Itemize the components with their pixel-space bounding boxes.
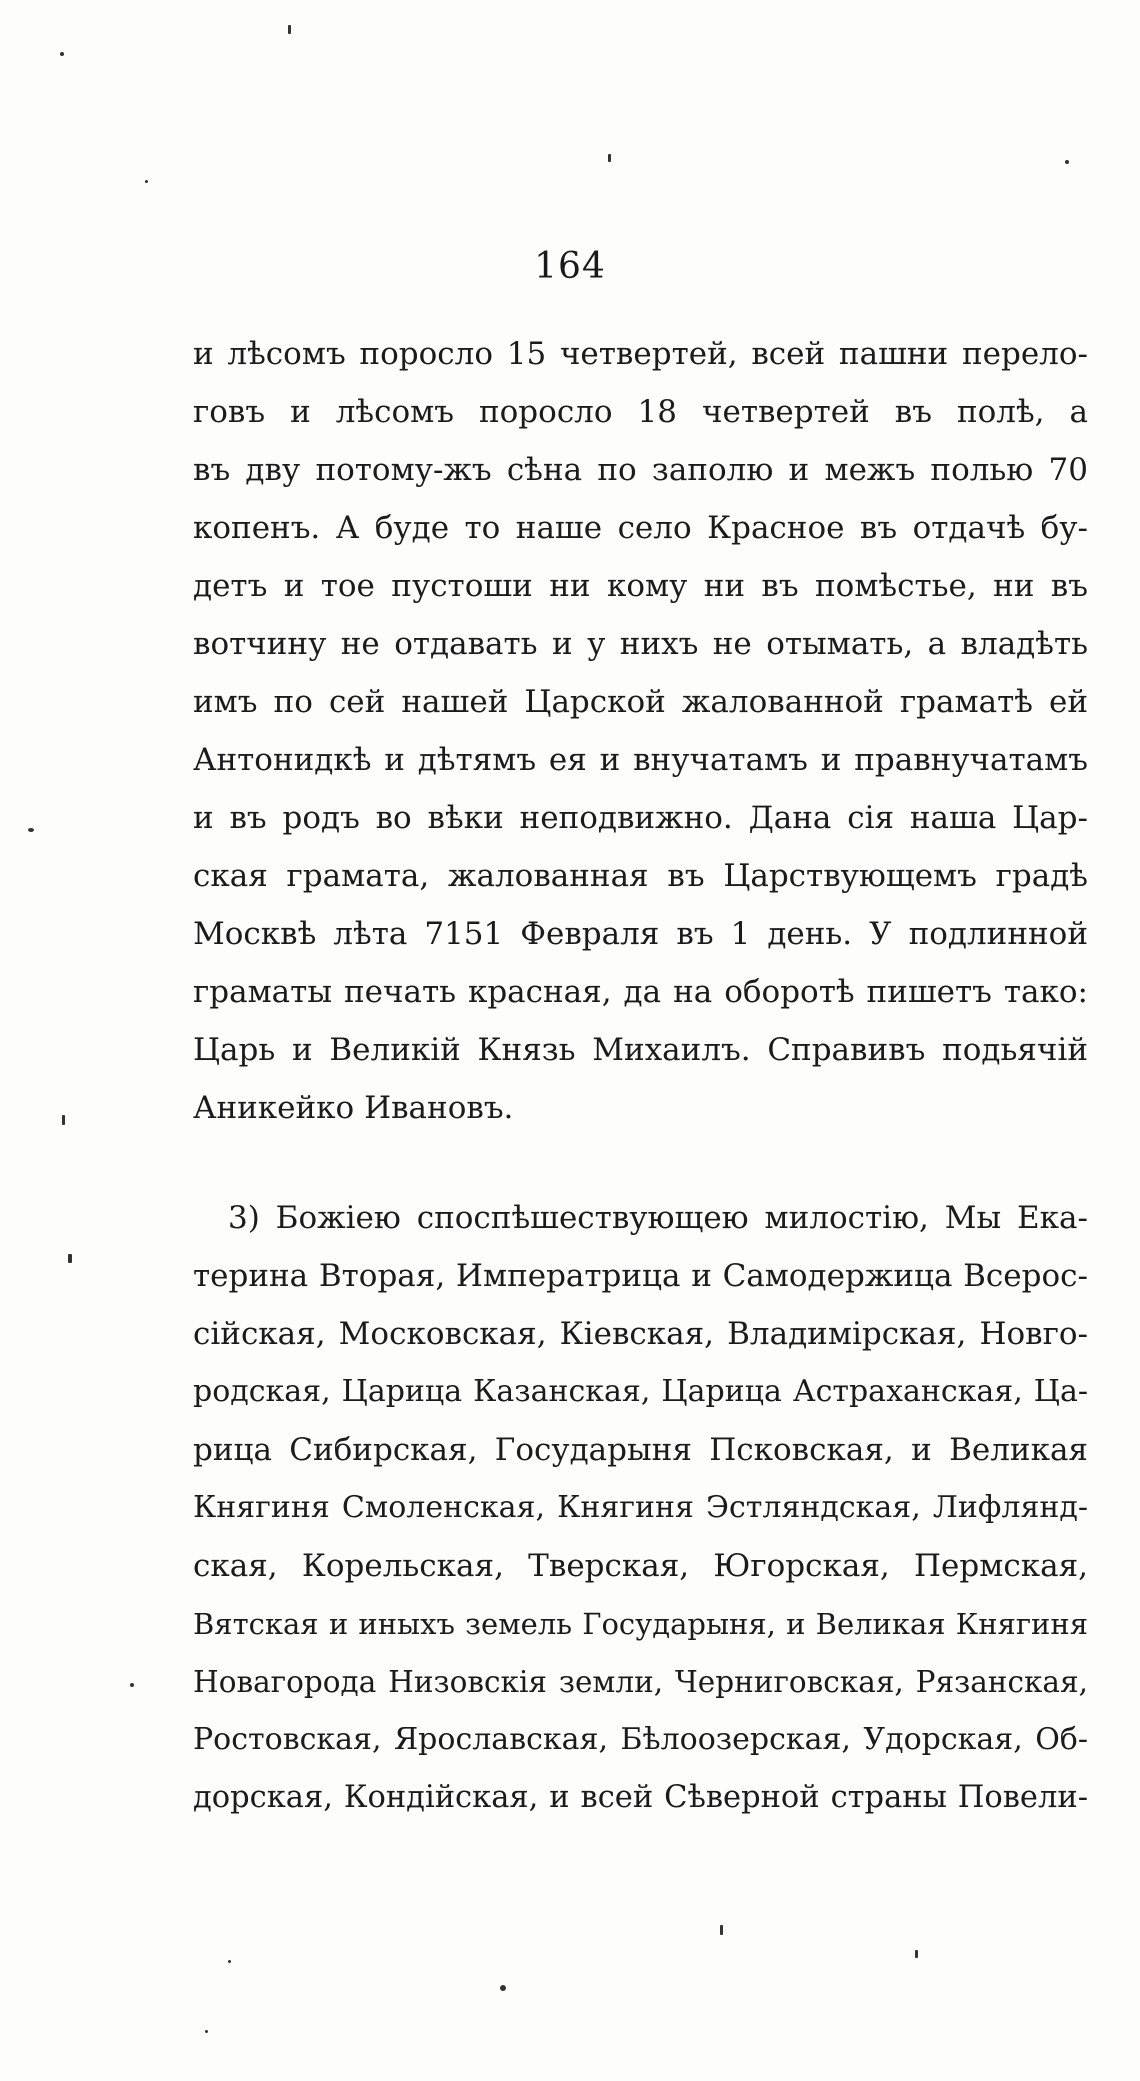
scan-speck [288,25,291,34]
text-line: вотчину не отдавать и у нихъ не отымать, а владѣть [193,626,1088,662]
text-line: имъ по сей нашей Царской жалованной граматѣ ей [193,684,1088,720]
text-line: Новагорода Низовскія земли, Черниговская, Рязанская, [193,1665,1088,1699]
text-line: Княгиня Смоленская, Княгиня Эстляндская, Лифлянд- [193,1490,1088,1525]
scan-speck [720,1925,723,1935]
text-line: граматы печать красная, да на оборотѣ пишетъ тако: [193,974,1088,1010]
scan-speck [608,154,611,162]
text-line: рица Сибирская, Государыня Псковская, и Великая [193,1432,1088,1468]
text-line: родская, Царица Казанская, Царица Астраханская, Ца- [193,1374,1088,1409]
scan-speck [1065,160,1069,164]
scan-speck [28,828,34,832]
scan-speck [500,1985,506,1991]
text-line: и лѣсомъ поросло 15 четвертей, всей пашни перело- [193,336,1088,372]
paragraph-1 [193,325,1088,1137]
text-line: въ дву потому-жъ сѣна по заполю и межъ полью 70 [193,452,1088,488]
text-line: говъ и лѣсомъ поросло 18 четвертей въ полѣ, а [193,394,1088,430]
scan-speck [62,1115,65,1125]
text-line: 3) Божіею споспѣшествующею милостію, Мы Ека- [228,1200,1088,1236]
scan-speck [60,52,64,56]
text-line: дорская, Кондійская, и всей Сѣверной страны Повели- [193,1780,1088,1815]
text-line: копенъ. А буде то наше село Красное въ отдачѣ бу- [193,510,1088,546]
scan-speck [130,1683,134,1687]
text-line: Ростовская, Ярославская, Бѣлоозерская, Удорская, Об- [193,1722,1088,1757]
text-line: Царь и Великій Князь Михаилъ. Справивъ подьячій [193,1032,1088,1068]
paragraph-2 [193,1189,1088,1827]
text-line: Антонидкѣ и дѣтямъ ея и внучатамъ и правнучатамъ [193,742,1088,778]
text-line: детъ и тое пустоши ни кому ни въ помѣстье, ни въ [193,568,1088,604]
text-line: Москвѣ лѣта 7151 Февраля въ 1 день. У подлинной [193,916,1088,952]
text-line: ская грамата, жалованная въ Царствующемъ градѣ [193,858,1088,894]
page-number: 164 [534,246,606,287]
scan-speck [145,180,148,183]
text-line: Аникейко Ивановъ. [193,1090,514,1126]
scan-speck [205,2030,208,2033]
scan-speck [68,1254,72,1263]
text-line: Вятская и иныхъ земель Государыня, и Великая Княгиня [193,1607,1088,1641]
text-line: и въ родъ во вѣки неподвижно. Дана сія наша Цар- [193,800,1088,836]
scan-speck [228,1960,231,1963]
scan-speck [915,1950,918,1958]
text-line: ская, Корельская, Тверская, Югорская, Пермская, [193,1548,1088,1584]
text-line: терина Вторая, Императрица и Самодержица Всерос- [193,1258,1088,1294]
text-line: сійская, Московская, Кіевская, Владимірская, Новго- [193,1316,1088,1352]
